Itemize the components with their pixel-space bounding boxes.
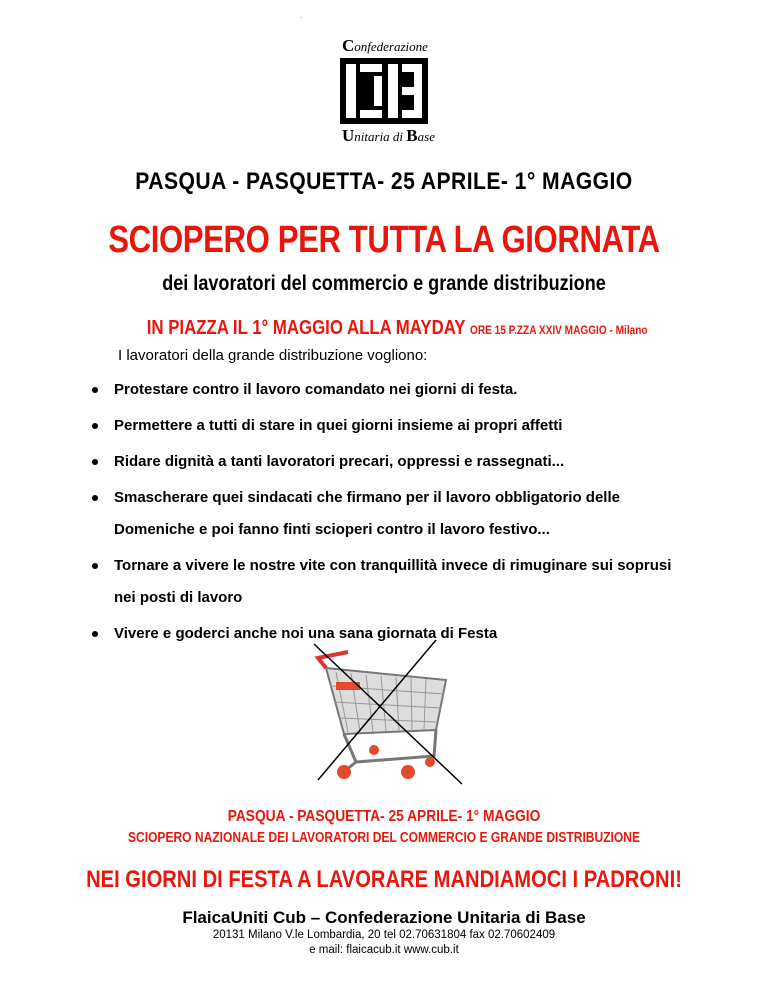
list-item: Smascherare quei sindacati che firmano per il lavoro obbligatorio delle Domeniche e poi fanno finti scioperi contro il lavoro festivo... bbox=[88, 482, 674, 546]
footer-national-strike: SCIOPERO NAZIONALE DEI LAVORATORI DEL COMMERCIO E GRANDE DISTRIBUZIONE bbox=[128, 830, 640, 846]
workers-subtitle: dei lavoratori del commercio e grande distribuzione bbox=[162, 272, 606, 295]
strike-headline: SCIOPERO PER TUTTA LA GIORNATA bbox=[108, 219, 660, 261]
list-item: Tornare a vivere le nostre vite con tranquillità invece di rimuginare sui soprusi nei posti di lavoro bbox=[88, 550, 674, 614]
footer-organization: FlaicaUniti Cub – Confederazione Unitaria di Base bbox=[182, 908, 586, 927]
footer-slogan: NEI GIORNI DI FESTA A LAVORARE MANDIAMOCI I PADRONI! bbox=[86, 866, 682, 893]
logo-word-unitaria-di-base: Unitaria di Base bbox=[342, 126, 435, 145]
header-dates: PASQUA - PASQUETTA- 25 APRILE- 1° MAGGIO bbox=[135, 168, 633, 195]
mayday-details: ORE 15 P.ZZA XXIV MAGGIO - Milano bbox=[470, 323, 648, 337]
crossed-out-shopping-cart-icon bbox=[296, 638, 474, 786]
footer-contacts: e mail: flaicacub.it www.cub.it bbox=[309, 944, 459, 956]
list-item: Protestare contro il lavoro comandato nei giorni di festa. bbox=[88, 374, 688, 406]
demands-list bbox=[88, 374, 688, 654]
list-item: Permettere a tutti di stare in quei giorni insieme ai propri affetti bbox=[88, 410, 688, 442]
logo-word-confederazione: Confederazione bbox=[342, 36, 428, 55]
mayday-main: IN PIAZZA IL 1° MAGGIO ALLA MAYDAY bbox=[147, 317, 466, 339]
svg-text:CUB: CUB bbox=[300, 18, 303, 19]
footer-dates: PASQUA - PASQUETTA- 25 APRILE- 1° MAGGIO bbox=[227, 808, 541, 825]
list-item: Vivere e goderci anche noi una sana giornata di Festa bbox=[88, 618, 688, 650]
footer-address: 20131 Milano V.le Lombardia, 20 tel 02.70631804 fax 02.70602409 bbox=[212, 929, 556, 941]
intro-text: I lavoratori della grande distribuzione vogliono: bbox=[118, 347, 428, 364]
list-item: Ridare dignità a tanti lavoratori precari, oppressi e rassegnati... bbox=[88, 446, 688, 478]
cub-logo bbox=[300, 18, 458, 148]
mayday-line bbox=[0, 317, 768, 340]
